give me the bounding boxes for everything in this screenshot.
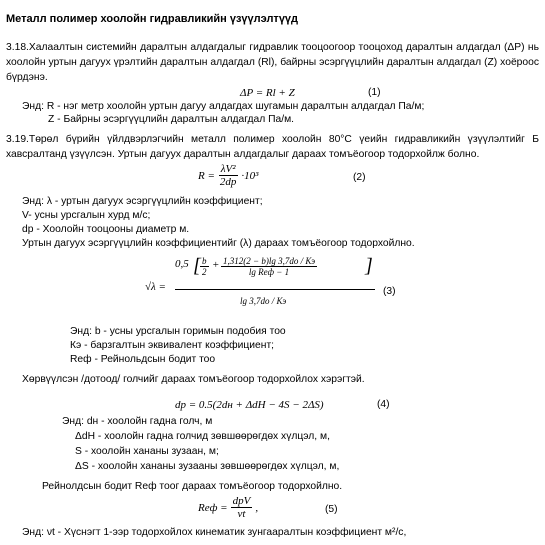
formula-3-bracket-open: [	[193, 255, 201, 277]
where-k-text: Кэ - барзгалтын эквивалент коэффициент;	[70, 340, 275, 351]
where-v-text: V- усны урсгалын хурд м/с;	[22, 210, 151, 221]
where-ds-text: ΔS - хоолойн хананы зузааны зөвшөөрөгдөх хүлцэл, м,	[75, 461, 340, 472]
formula-3	[145, 256, 395, 322]
lambda-intro-text: Уртын дагуух эсэргүүцлийн коэффициентийг (λ) дараах томъёогоор тодорхойлно.	[22, 238, 415, 249]
formula-3-number: (3)	[383, 286, 396, 297]
where-s-text: S - хоолойн хананы зузаан, м;	[75, 446, 219, 457]
formula-4-number: (4)	[377, 399, 390, 410]
formula-2-right: ·10³	[241, 169, 259, 182]
formula-3-sqrt-lambda: √λ =	[145, 281, 166, 293]
where-nu-text: Энд: νt - Хүснэгт 1-ээр тодорхойлох кинематик зунгааралтын коэффициент м²/с,	[22, 527, 407, 538]
formula-3-plus: +	[212, 259, 220, 271]
where-r-text: Энд: R - нэг метр хоолойн уртын дагуу алдагдах шугамын даралтын алдагдал Па/м;	[22, 101, 425, 112]
where-re-text: Reф - Рейнольдсын бодит тоо	[70, 354, 216, 365]
formula-2-denominator: 2dр	[219, 176, 237, 188]
where-z-text: Z - Байрны эсэргүүцлийн даралтын алдагдал Па/м.	[48, 114, 295, 125]
formula-5-fraction	[231, 495, 253, 520]
formula-5-number: (5)	[325, 504, 338, 515]
formula-3-half: 0,5	[175, 258, 189, 270]
formula-2-fraction	[218, 163, 239, 188]
dp-intro-text: Хөрвүүлсэн /дотоод/ голчийг дараах томъёогоор тодорхойлох хэрэгтэй.	[22, 374, 365, 385]
section-3-18-paragraph: 3.18.Халаалтын системийн даралтын алдагдалыг гидравлик тооцоогоор тооцоход даралтын алдагдал (ΔP) нь хоолойн уртын дагуух үрэлтийн даралтын алдагдал (Rl), байрны эсэргүүцлийн даралтын алдагдал (Z) хоёроос бүрдэнэ.	[6, 42, 539, 83]
formula-2-numerator: λV²	[220, 163, 236, 175]
formula-5	[198, 495, 258, 520]
formula-3-bracket-close: ]	[365, 255, 373, 277]
formula-5-left: Reф =	[198, 501, 228, 514]
formula-3-two: 2	[202, 267, 207, 277]
formula-3-inner-denominator: lg Reф − 1	[248, 267, 290, 277]
formula-2-left: R =	[198, 169, 215, 182]
formula-2	[198, 163, 258, 188]
formula-1-number: (1)	[368, 87, 381, 98]
formula-3-main-bar	[175, 289, 375, 290]
where-b-text: Энд: b - усны урсгалын горимын подобия тоо	[70, 326, 286, 337]
re-intro-text: Рейнолдсын бодит Reф тоог дараах томъёогоор тодорхойлно.	[42, 481, 343, 492]
formula-2-number: (2)	[353, 172, 366, 183]
where-dh-text: Энд: dн - хоолойн гадна голч, м	[62, 416, 213, 427]
formula-3-b-over-2	[200, 256, 209, 277]
formula-5-comma: ,	[255, 501, 259, 514]
formula-5-denominator: νt	[237, 508, 246, 520]
section-3-19-paragraph: 3.19.Төрөл бүрийн үйлдвэрлэгчийн металл полимер хоолойн 80°C үеийн гидравликийн үзүүлэлтийг Б хавсралтанд үзүүлсэн. Уртын дагуух даралтын алдагдалыг дараах томъёогоор тодорхойлж болно.	[6, 134, 539, 160]
formula-3-inner-numerator: 1,312(2 − b)lg 3,7dо / Кэ	[223, 256, 316, 266]
where-lambda-text: Энд: λ - уртын дагуух эсэргүүцлийн коэффициент;	[22, 196, 263, 207]
formula-5-numerator: dрV	[232, 495, 251, 507]
formula-1: ΔP = Rl + Z	[240, 87, 295, 99]
page-title: Металл полимер хоолойн гидравликийн үзүүлэлтүүд	[6, 13, 299, 25]
where-ddh-text: ΔdН - хоолойн гадна голчид зөвшөөрөгдөх хүлцэл, м,	[75, 431, 330, 442]
where-d-text: dр - Хоолойн тооцооны диаметр м.	[22, 224, 190, 235]
formula-3-b: b	[202, 256, 207, 266]
formula-3-inner-fraction	[221, 256, 317, 277]
formula-3-denominator: lg 3,7dо / Кэ	[240, 296, 287, 306]
formula-4: dр = 0.5(2dн + ΔdН − 4S − 2ΔS)	[175, 399, 324, 411]
